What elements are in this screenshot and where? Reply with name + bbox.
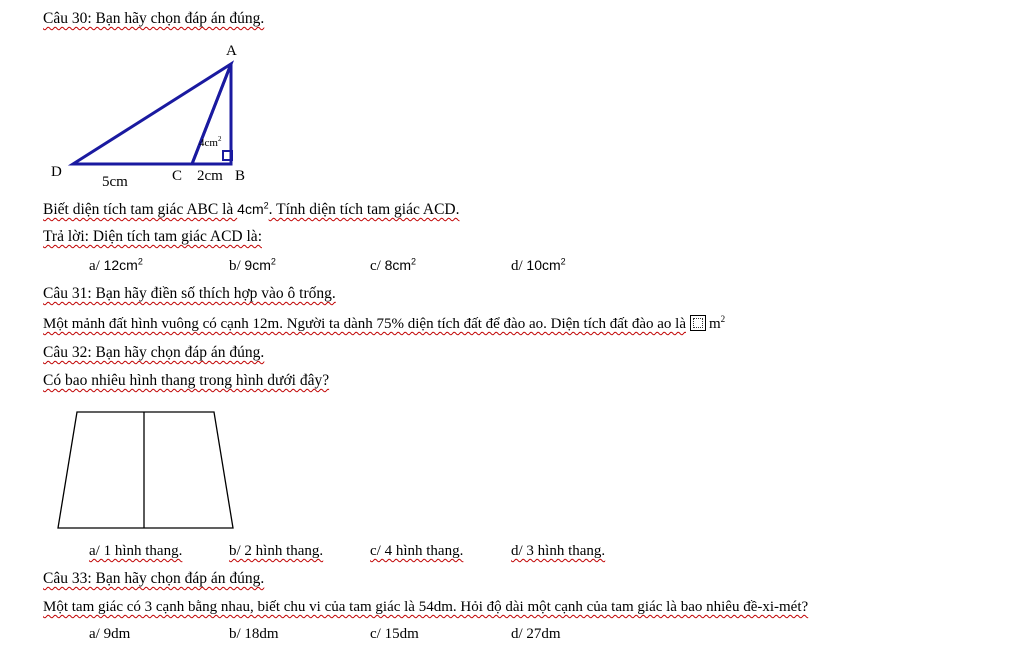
answer-blank-input[interactable]	[690, 315, 706, 331]
q32-option-b[interactable]: b/ 2 hình thang.	[229, 543, 324, 559]
label-dc: 5cm	[102, 174, 128, 190]
q30-option-b[interactable]: b/ $9cm^2$	[229, 256, 276, 274]
q32-prompt: Có bao nhiêu hình thang trong hình dưới đây?	[43, 372, 330, 389]
q32-option-c[interactable]: c/ 4 hình thang.	[370, 543, 464, 559]
q30-option-c[interactable]: c/ $8cm^2$	[370, 256, 417, 274]
q32-option-a[interactable]: a/ 1 hình thang.	[89, 543, 183, 559]
trapezoid-figure	[55, 408, 240, 533]
q33-title: Câu 33: Bạn hãy chọn đáp án đúng.	[43, 570, 265, 587]
q32-title: Câu 32: Bạn hãy chọn đáp án đúng.	[43, 344, 265, 361]
label-a: A	[226, 43, 237, 59]
q30-option-d[interactable]: d/ $10cm^2$	[511, 256, 566, 274]
trapezoid-outline	[58, 412, 233, 528]
triangle-acd	[73, 64, 231, 164]
q31-title: Câu 31: Bạn hãy điền số thích hợp vào ô trống.	[43, 285, 336, 302]
triangle-abc	[192, 64, 231, 164]
q32-option-d[interactable]: d/ 3 hình thang.	[511, 543, 606, 559]
label-cb: 2cm	[197, 168, 223, 184]
q31-prompt: Một mảnh đất hình vuông có cạnh 12m. Người ta dành 75% diện tích đất để đào ao. Diện tích đất đào ao là	[43, 316, 686, 332]
q33-option-d[interactable]: d/ 27dm	[511, 626, 561, 642]
label-b: B	[235, 168, 246, 184]
q31-prompt-line	[43, 314, 725, 334]
q33-option-a[interactable]: a/ 9dm	[89, 626, 131, 642]
q33-option-b[interactable]: b/ 18dm	[229, 626, 279, 642]
q31-unit: $m^2$	[709, 314, 726, 332]
q30-answer-lead: Trả lời: Diện tích tam giác ACD là:	[43, 228, 262, 245]
q30-option-a[interactable]: a/ $12cm^2$	[89, 256, 143, 274]
q30-title: Câu 30: Bạn hãy chọn đáp án đúng.	[43, 10, 265, 27]
label-d: D	[51, 164, 62, 180]
q33-option-c[interactable]: c/ 15dm	[370, 626, 419, 642]
triangle-figure	[40, 36, 270, 196]
q33-prompt: Một tam giác có 3 cạnh bằng nhau, biết chu vi của tam giác là 54dm. Hỏi độ dài một cạnh của tam giác là bao nhiêu đề-xi-mét?	[43, 599, 809, 615]
q30-prompt: Biết diện tích tam giác ABC là $4cm^2$. Tính diện tích tam giác ACD.	[43, 200, 460, 218]
label-area: $4cm^2$	[199, 135, 222, 149]
label-c: C	[172, 168, 183, 184]
